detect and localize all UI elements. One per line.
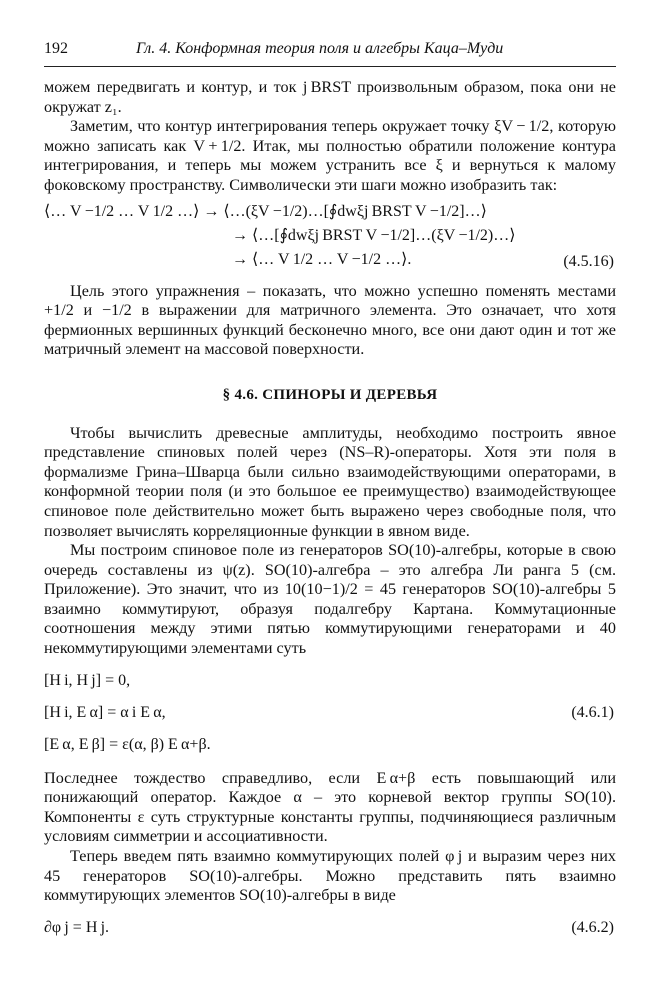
equation-4-6-1-line-3: [E α, E β] = ε(α, β) E α+β. (44, 735, 211, 753)
paragraph-7: Теперь введем пять взаимно коммутирующих полей φ j и выразим через них 45 генераторов SO(10)-алгебры. Можно представить пять взаимно коммутирующих элементов SO(10)-алгебры в виде (44, 847, 616, 905)
paragraph-6: Последнее тождество справедливо, если E α+β есть повышающий или понижающий оператор. Каждое α – это корневой вектор группы SO(10). Компоненты ε суть структурные константы группы, подчиняющиеся различным условиям симметрии и ассоциативности. (44, 768, 616, 846)
equation-4-5-16-line-3: → ⟨… V 1/2 … V −1/2 …⟩. (232, 250, 412, 268)
equation-4-6-2 (44, 914, 616, 942)
equation-number-4-5-16: (4.5.16) (563, 252, 614, 270)
running-header (44, 40, 616, 62)
paragraph-1: можем передвигать и контур, и ток j BRST произвольным образом, пока они не окружат z₁. (44, 78, 616, 116)
running-title: Гл. 4. Конформная теория поля и алгебры Каца–Муди (136, 40, 504, 57)
equation-4-5-16-line-1: ⟨… V −1/2 … V 1/2 …⟩ → ⟨…(ξV −1/2)…[∮dwξj BRST V −1/2]…⟩ (44, 202, 487, 220)
paragraph-3: Цель этого упражнения – показать, что можно успешно поменять местами +1/2 и −1/2 в выражении для матричного элемента. Это означает, что хотя фермионных вершинных функций бесконечно много, все они дают один и тот же матричный элемент на массовой поверхности. (44, 281, 616, 359)
equation-4-5-16 (44, 202, 616, 276)
equation-number-4-6-2: (4.6.2) (571, 918, 614, 936)
paragraph-2: Заметим, что контур интегрирования теперь окружает точку ξV − 1/2, которую можно записать как V + 1/2. Итак, мы полностью обратили положение контура интегрирования, и теперь мы можем устранить все ξ и вернуться к малому фоковскому пространству. Символически эти шаги можно изобразить так: (44, 117, 616, 194)
header-rule (44, 66, 616, 67)
section-heading: § 4.6. СПИНОРЫ И ДЕРЕВЬЯ (222, 386, 438, 403)
equation-number-4-6-1: (4.6.1) (571, 703, 614, 721)
equation-4-6-1-line-1: [H i, H j] = 0, (44, 671, 131, 689)
paragraph-5: Мы построим спиновое поле из генераторов SO(10)-алгебры, которые в свою очередь составлены из ψ(z). SO(10)-алгебра – это алгебра Ли ранга 5 (см. Приложение). Это значит, что из 10(10−1)/2 = 45 генераторов SO(10)-алгебры 5 взаимно коммутируют, образуя подалгебру Картана. Коммутационные соотношения между этими пятью коммутирующими генераторами и 40 некоммутирующими элементами суть (44, 541, 616, 658)
equation-4-5-16-line-2: → ⟨…[∮dwξj BRST V −1/2]…(ξV −1/2)…⟩ (232, 226, 516, 244)
page-number: 192 (44, 40, 68, 57)
equation-4-6-1-line-2: [H i, E α] = α i E α, (44, 703, 166, 721)
paragraph-4: Чтобы вычислить древесные амплитуды, необходимо построить явное представление спиновых полей через (NS–R)-операторы. Хотя эти поля в формализме Грина–Шварца были сильно взаимодействующими операторами, в конформной теории поля (и это большое ее преимущество) взаимодействующее спиновое поле действительно может быть выражено через свободные поля, что позволяет вычислять корреляционные функции в явном виде. (44, 423, 616, 540)
equation-4-6-1 (44, 665, 616, 765)
equation-4-6-2-line-1: ∂φ j = H j. (44, 918, 110, 936)
page-body (44, 78, 616, 942)
